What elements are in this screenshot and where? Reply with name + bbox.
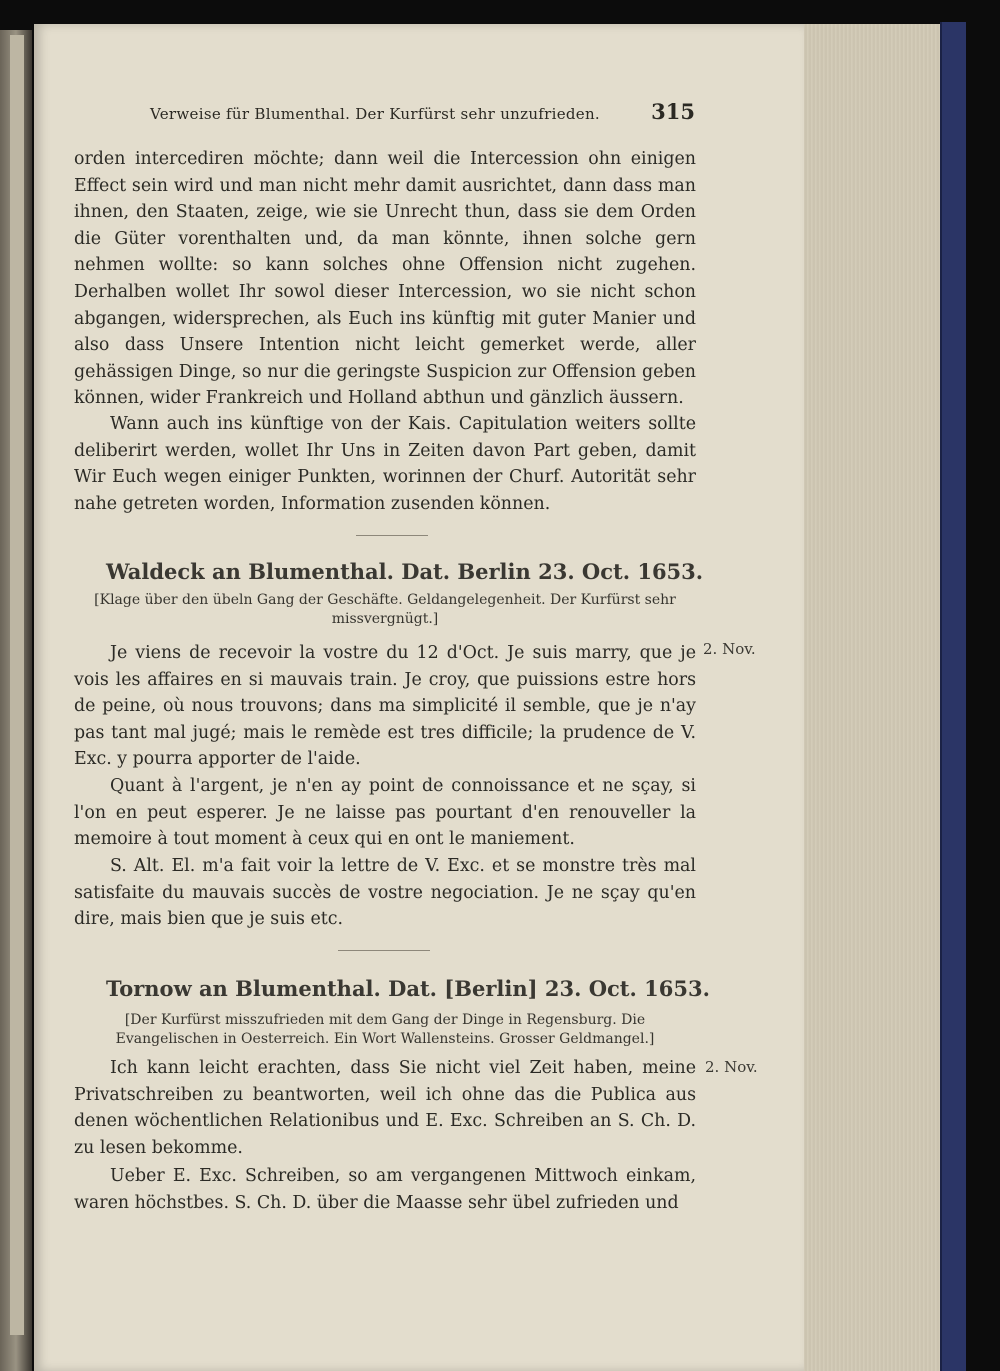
book-cover [940, 22, 966, 1371]
margin-date: 2. Nov. [703, 640, 756, 658]
page-block-edge [804, 24, 940, 1371]
letter-heading-tornow: Tornow an Blumenthal. Dat. [Berlin] 23. Oct. 1653. [106, 976, 710, 1001]
letter-summary-tornow: [Der Kurfürst misszufrieden mit dem Gang der Dinge in Regensburg. Die Evangelischen in Oesterreich. Ein Wort Wallensteins. Grosser Geldmangel.] [115, 1012, 655, 1047]
paragraph-french-3: S. Alt. El. m'a fait voir la lettre de V. Exc. et se monstre très mal satisfaite du mauvais succès de vostre negociation. Je ne sçay qu'en dire, mais bien que je suis etc. [74, 856, 696, 930]
paragraph-continuation: orden intercediren möchte; dann weil die Intercession ohn einigen Effect sein wird und man nicht mehr damit ausrichtet, dann dass man ihnen, den Staaten, zeige, wie sie Unrecht thun, dass sie dem Orden die Güter vorenthalten und, da man könnte, ihnen solche gern nehmen wollte: so kann solches ohne Offension nicht zugehen. Derhalben wollet Ihr sowol dieser Intercession, wo sie nicht schon abgangen, widersprechen, als Euch ins künftig mit guter Manier und also dass Unsere Intention nicht leicht gemerket werde, aller gehässigen Dinge, so nur die geringste Suspicion zur Offension geben können, wider Frankreich und Holland abthun und gänzlich äussern. [74, 149, 696, 409]
margin-date: 2. Nov. [705, 1058, 758, 1076]
previous-page-sliver [10, 35, 24, 1335]
paragraph-capitulation: Wann auch ins künftige von der Kais. Capitulation weiters sollte deliberirt werden, wollet Ihr Uns in Zeiten davon Part geben, damit Wir Euch wegen einiger Punkten, worinnen der Churf. Autorität sehr nahe getreten worden, Information zusenden können. [74, 414, 696, 514]
paragraph-french-2: Quant à l'argent, je n'en ay point de connoissance et ne sçay, si l'on en peut esperer. Je ne laisse pas pourtant d'en renouveller la memoire à tout moment à ceux qui en ont le maniement. [74, 776, 696, 850]
letter-heading-waldeck: Waldeck an Blumenthal. Dat. Berlin 23. Oct. 1653. [106, 559, 704, 584]
letter-summary-waldeck: [Klage über den übeln Gang der Geschäfte. Geldangelegenheit. Der Kurfürst sehr missvergnügt.] [94, 592, 676, 627]
section-divider [338, 950, 430, 951]
paragraph-tornow-1: Ich kann leicht erachten, dass Sie nicht viel Zeit haben, meine Privatschreiben zu beantworten, weil ich ohne das die Publica aus denen wöchentlichen Relationibus und E. Exc. Schreiben an S. Ch. D. zu lesen bekomme. [74, 1058, 696, 1158]
paragraph-french-1: Je viens de recevoir la vostre du 12 d'Oct. Je suis marry, que je vois les affaires en si mauvais train. Je croy, que puissions estre hors de peine, où nous trouvons; dans ma simplicité il semble, que je n'ay pas tant mal jugé; mais le remède est tres difficile; la prudence de V. Exc. y pourra apporter de l'aide. [74, 643, 696, 770]
page-header [150, 99, 695, 128]
page-number: 315 [651, 99, 695, 124]
section-divider [356, 535, 428, 536]
running-title: Verweise für Blumenthal. Der Kurfürst sehr unzufrieden. [150, 105, 601, 123]
paragraph-tornow-2: Ueber E. Exc. Schreiben, so am vergangenen Mittwoch einkam, waren höchstbes. S. Ch. D. über die Maasse sehr übel zufrieden und [74, 1166, 696, 1213]
